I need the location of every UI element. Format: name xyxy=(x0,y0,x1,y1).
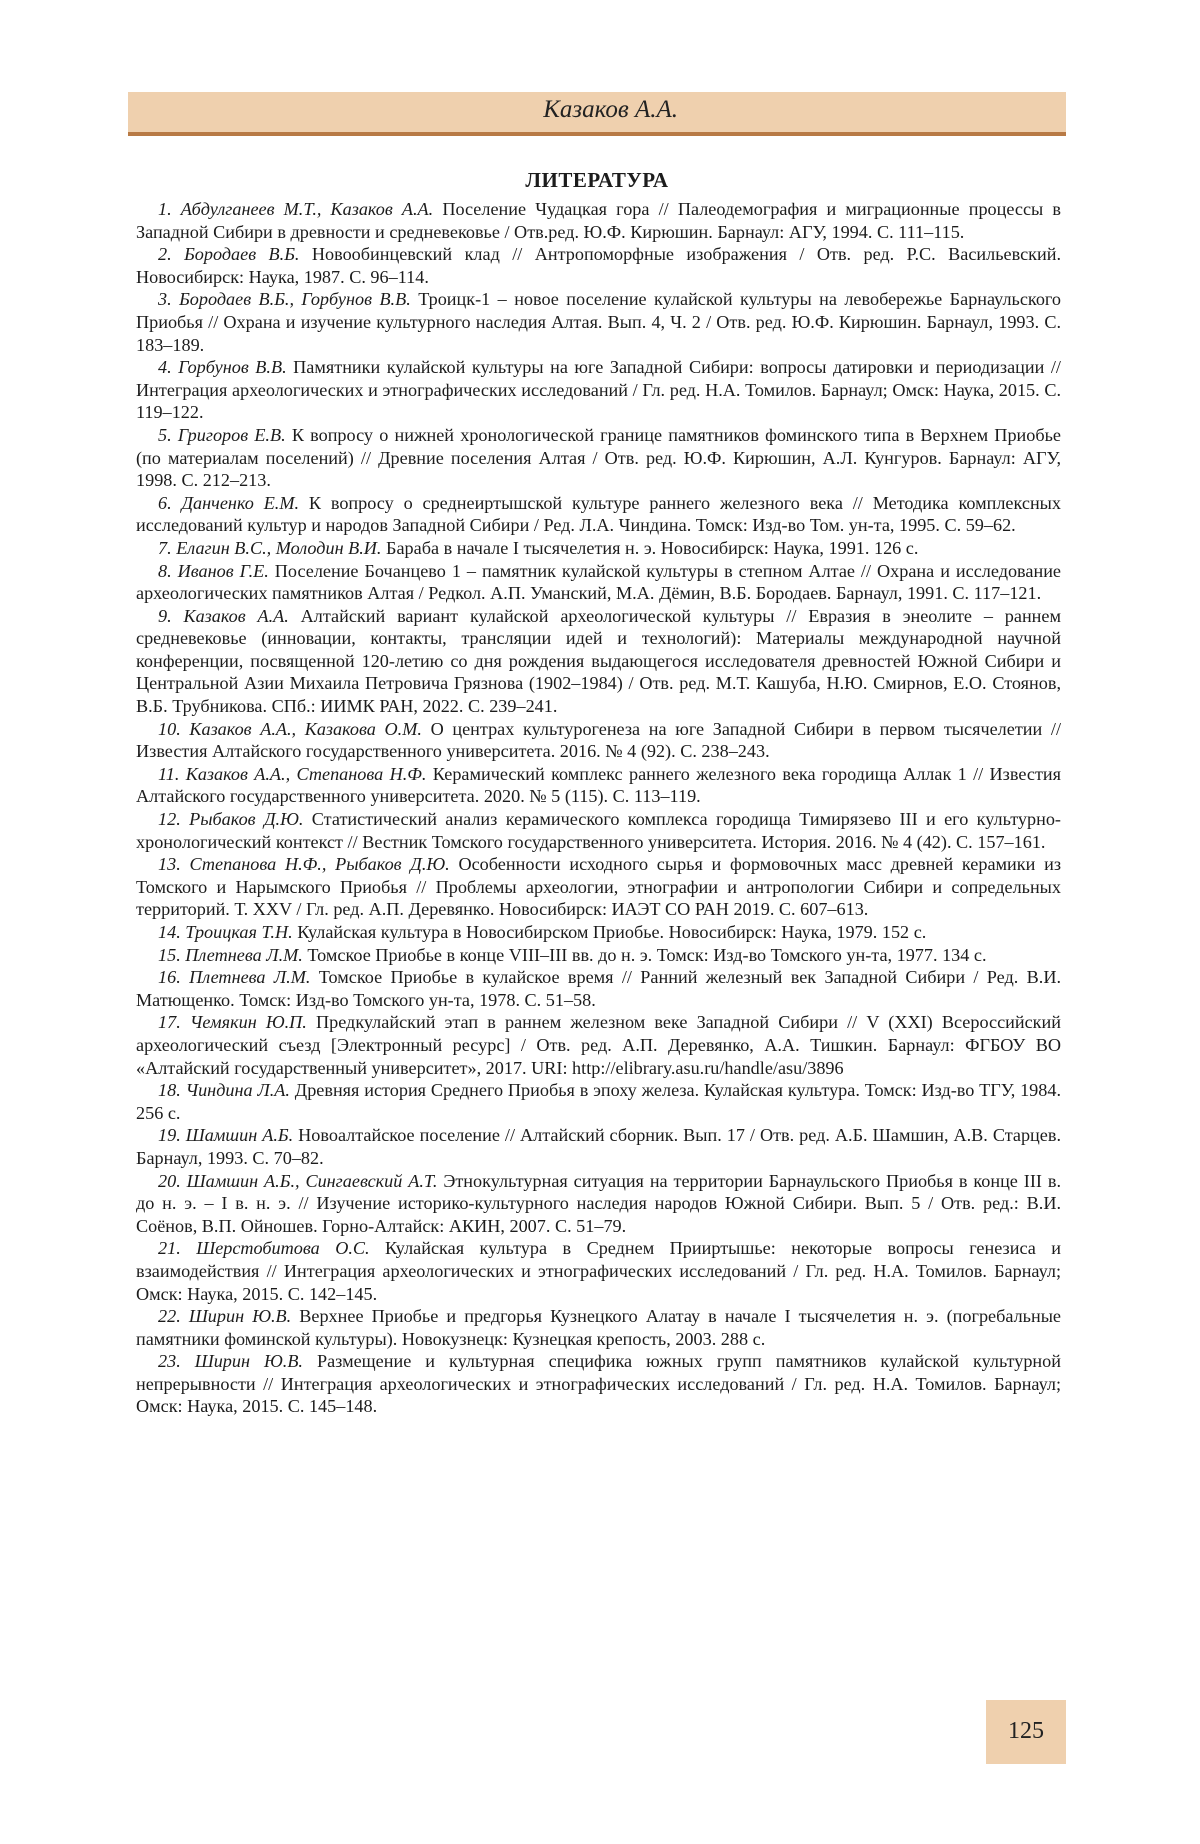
page-number: 125 xyxy=(1008,1718,1044,1744)
reference-item xyxy=(136,718,1061,763)
reference-number: 5. xyxy=(158,424,172,445)
reference-authors: Степанова Н.Ф., Рыбаков Д.Ю. xyxy=(189,854,450,875)
reference-authors: Троицкая Т.Н. xyxy=(185,922,293,942)
reference-item xyxy=(136,1011,1061,1079)
reference-number: 11. xyxy=(158,763,180,784)
reference-number: 8. xyxy=(158,560,172,581)
reference-authors: Бородаев В.Б., Горбунов В.В. xyxy=(179,289,411,310)
reference-authors: Григоров Е.В. xyxy=(177,424,286,445)
reference-authors: Шамшин А.Б. xyxy=(185,1125,294,1146)
reference-item xyxy=(136,537,1061,560)
reference-text: Кулайская культура в Среднем Прииртышье: некоторые вопросы генезиса и взаимодействия // Интеграция археологических и этнографических исследований / Гл. ред. Н.А. Томилов. Барнаул; Омск: Наука, 2015. С. 142–145. xyxy=(136,1238,1062,1304)
reference-text: Древняя история Среднего Приобья в эпоху железа. Кулайская культура. Томск: Изд-во ТГУ, 1984. 256 с. xyxy=(136,1080,1061,1123)
reference-authors: Чиндина Л.А. xyxy=(185,1080,290,1101)
reference-number: 15. xyxy=(158,944,181,965)
reference-number: 13. xyxy=(158,854,181,875)
reference-number: 21. xyxy=(158,1238,181,1259)
reference-number: 1. xyxy=(158,199,172,219)
reference-authors: Чемякин Ю.П. xyxy=(189,1012,307,1033)
reference-item xyxy=(136,1124,1061,1169)
reference-number: 14. xyxy=(158,922,181,942)
reference-item xyxy=(136,944,1061,967)
reference-authors: Иванов Г.Е. xyxy=(177,560,269,581)
section-title: ЛИТЕРАТУРА xyxy=(525,168,669,192)
reference-authors: Бородаев В.Б. xyxy=(184,244,300,265)
reference-number: 10. xyxy=(158,718,181,739)
reference-text: Статистический анализ керамического комплекса городища Тимирязево III и его культурно-хронологический контекст // Вестник Томского государственного университета. История. 2016. № 4 (42). С. 157–161. xyxy=(136,809,1061,852)
reference-authors: Казаков А.А., Казакова О.М. xyxy=(189,718,422,739)
reference-authors: Казаков А.А., Степанова Н.Ф. xyxy=(185,763,427,784)
reference-text: Особенности исходного сырья и формовочных масс древней керамики из Томского и Нарымского Приобья // Проблемы археологии, этнографии и антропологии Сибири и сопредельных территорий. Т. XXV / Гл. ред. А.П. Деревянко. Новосибирск: ИАЭТ СО РАН 2019. С. 607–613. xyxy=(136,854,1062,920)
reference-text: Новоалтайское поселение // Алтайский сборник. Вып. 17 / Отв. ред. А.Б. Шамшин, А.В. Старцев. Барнаул, 1993. С. 70–82. xyxy=(136,1125,1061,1168)
reference-number: 9. xyxy=(158,605,172,626)
reference-item xyxy=(136,424,1061,492)
reference-item xyxy=(136,605,1061,718)
reference-text: К вопросу о среднеиртышской культуре раннего железного века // Методика комплексных исследований культур и народов Западной Сибири / Ред. Л.А. Чиндина. Томск: Изд-во Том. ун-та, 1995. С. 59–62. xyxy=(136,492,1061,536)
reference-item xyxy=(136,763,1061,808)
reference-authors: Ширин Ю.В. xyxy=(188,1306,292,1327)
reference-item xyxy=(136,560,1061,605)
reference-item xyxy=(136,243,1061,288)
reference-authors: Данченко Е.М. xyxy=(181,492,300,513)
reference-authors: Елагин В.С., Молодин В.И. xyxy=(176,537,382,558)
reference-text: Кулайская культура в Новосибирском Приобье. Новосибирск: Наука, 1979. 152 с. xyxy=(292,922,927,942)
reference-text: Поселение Чудацкая гора // Палеодемография и миграционные процессы в Западной Сибири в древности и средневековье / Отв.ред. Ю.Ф. Кирюшин. Барнаул: АГУ, 1994. С. 111–115. xyxy=(136,199,1062,242)
reference-item xyxy=(136,853,1061,921)
reference-text: Троицк-1 – новое поселение кулайской культуры на левобережье Барнаульского Приобья // Охрана и изучение культурного наследия Алтая. Вып. 4, Ч. 2 / Отв. ред. Ю.Ф. Кирюшин. Барнаул, 1993. С. 183–189. xyxy=(136,289,1062,355)
reference-item xyxy=(136,198,1061,243)
reference-authors: Шамшин А.Б., Сингаевский А.Т. xyxy=(186,1170,438,1191)
reference-text: Бараба в начале I тысячелетия н. э. Новосибирск: Наука, 1991. 126 с. xyxy=(381,537,919,558)
reference-item xyxy=(136,1237,1061,1305)
reference-item xyxy=(136,356,1061,424)
reference-number: 16. xyxy=(158,967,181,988)
reference-number: 4. xyxy=(158,357,172,378)
reference-number: 7. xyxy=(158,537,172,558)
running-header xyxy=(128,92,1066,136)
reference-item xyxy=(136,1170,1061,1238)
reference-number: 6. xyxy=(158,492,172,513)
reference-text: Томское Приобье в кулайское время // Ранний железный век Западной Сибири / Ред. В.И. Матющенко. Томск: Изд-во Томского ун-та, 1978. С. 51–58. xyxy=(136,967,1062,1010)
reference-number: 19. xyxy=(158,1125,181,1146)
reference-text: Поселение Бочанцево 1 – памятник кулайской культуры в степном Алтае // Охрана и исследование археологических памятников Алтая / Редкол. А.П. Уманский, М.А. Дёмин, В.Б. Бородаев. Барнаул, 1991. С. 117–121. xyxy=(136,560,1061,604)
reference-authors: Рыбаков Д.Ю. xyxy=(189,809,304,830)
reference-number: 12. xyxy=(158,809,181,830)
reference-item xyxy=(136,288,1061,356)
reference-number: 17. xyxy=(158,1012,181,1033)
reference-authors: Казаков А.А. xyxy=(183,605,289,626)
reference-text: Томское Приобье в конце VIII–III вв. до н. э. Томск: Изд-во Томского ун-та, 1977. 134 с. xyxy=(302,944,987,965)
reference-text: Этнокультурная ситуация на территории Барнаульского Приобья в конце III в. до н. э. – I в. н. э. // Изучение историко-культурного наследия народов Южной Сибири. Вып. 5 / Отв. ред.: В.И. Соёнов, В.П. Ойношев. Горно-Алтайск: АКИН, 2007. С. 51–79. xyxy=(136,1170,1061,1236)
reference-authors: Плетнева Л.М. xyxy=(189,967,311,988)
reference-item xyxy=(136,1350,1061,1418)
running-title: Казаков А.А. xyxy=(543,96,678,123)
reference-text: Верхнее Приобье и предгорья Кузнецкого Алатау в начале I тысячелетия н. э. (погребальные памятники фоминской культуры). Новокузнецк: Кузнецкая крепость, 2003. 288 с. xyxy=(136,1306,1061,1349)
reference-item xyxy=(136,808,1061,853)
page-number-box xyxy=(986,1700,1066,1764)
reference-authors: Абдулганеев М.Т., Казаков А.А. xyxy=(180,199,434,219)
reference-text: Размещение и культурная специфика южных групп памятников кулайской культурной непрерывности // Интеграция археологических и этнографических исследований / Гл. ред. Н.А. Томилов. Барнаул; Омск: Наука, 2015. С. 145–148. xyxy=(136,1351,1061,1417)
reference-text: Керамический комплекс раннего железного века городища Аллак 1 // Известия Алтайского государственного университета. 2020. № 5 (115). С. 113–119. xyxy=(136,763,1061,807)
reference-authors: Плетнева Л.М. xyxy=(185,944,303,965)
reference-authors: Горбунов В.В. xyxy=(178,357,287,378)
reference-authors: Шерстобитова О.С. xyxy=(196,1238,370,1259)
reference-number: 3. xyxy=(158,289,172,310)
reference-item xyxy=(136,966,1061,1011)
reference-text: О центрах культурогенеза на юге Западной Сибири в первом тысячелетии // Известия Алтайского государственного университета. 2016. № 4 (92). С. 238–243. xyxy=(136,718,1061,762)
reference-number: 23. xyxy=(158,1351,181,1372)
reference-number: 20. xyxy=(158,1170,181,1191)
reference-text: Алтайский вариант кулайской археологической культуры // Евразия в энеолите – раннем средневековье (инновации, контакты, трансляции идей и технологий): Материалы международной научной конференции, посвященной 120-летию со дня рождения выдающегося исследователя древностей Южной Сибири и Центральной Азии Михаила Петровича Грязнова (1902–1984) / Отв. ред. М.Т. Кашуба, Н.Ю. Смирнов, Е.О. Стоянов, В.Б. Трубникова. СПб.: ИИМК РАН, 2022. С. 239–241. xyxy=(136,605,1061,717)
reference-text: К вопросу о нижней хронологической границе памятников фоминского типа в Верхнем Приобье (по материалам поселений) // Древние поселения Алтая / Отв. ред. Ю.Ф. Кирюшин, А.Л. Кунгуров. Барнаул: АГУ, 1998. С. 212–213. xyxy=(136,424,1061,491)
reference-text: Памятники кулайской культуры на юге Западной Сибири: вопросы датировки и периодизации // Интеграция археологических и этнографических исследований / Гл. ред. Н.А. Томилов. Барнаул; Омск: Наука, 2015. С. 119–122. xyxy=(136,357,1061,423)
reference-list xyxy=(136,198,1061,1418)
reference-item xyxy=(136,1305,1061,1350)
reference-number: 2. xyxy=(158,244,172,265)
reference-item xyxy=(136,1079,1061,1124)
reference-authors: Ширин Ю.В. xyxy=(194,1351,303,1372)
reference-text: Новообинцевский клад // Антропоморфные изображения / Отв. ред. Р.С. Васильевский. Новосибирск: Наука, 1987. С. 96–114. xyxy=(136,244,1062,287)
reference-number: 22. xyxy=(158,1306,181,1327)
reference-number: 18. xyxy=(158,1080,181,1101)
reference-text: Предкулайский этап в раннем железном веке Западной Сибири // V (XXI) Всероссийский археологический съезд [Электронный ресурс] / Отв. ред. А.П. Деревянко, А.А. Тишкин. Барнаул: ФГБОУ ВО «Алтайский государственный университет», 2017. URI: http://elibrary.asu.ru/handle/asu/3896 xyxy=(136,1012,1061,1078)
reference-item xyxy=(136,492,1061,537)
reference-item xyxy=(136,921,1061,944)
